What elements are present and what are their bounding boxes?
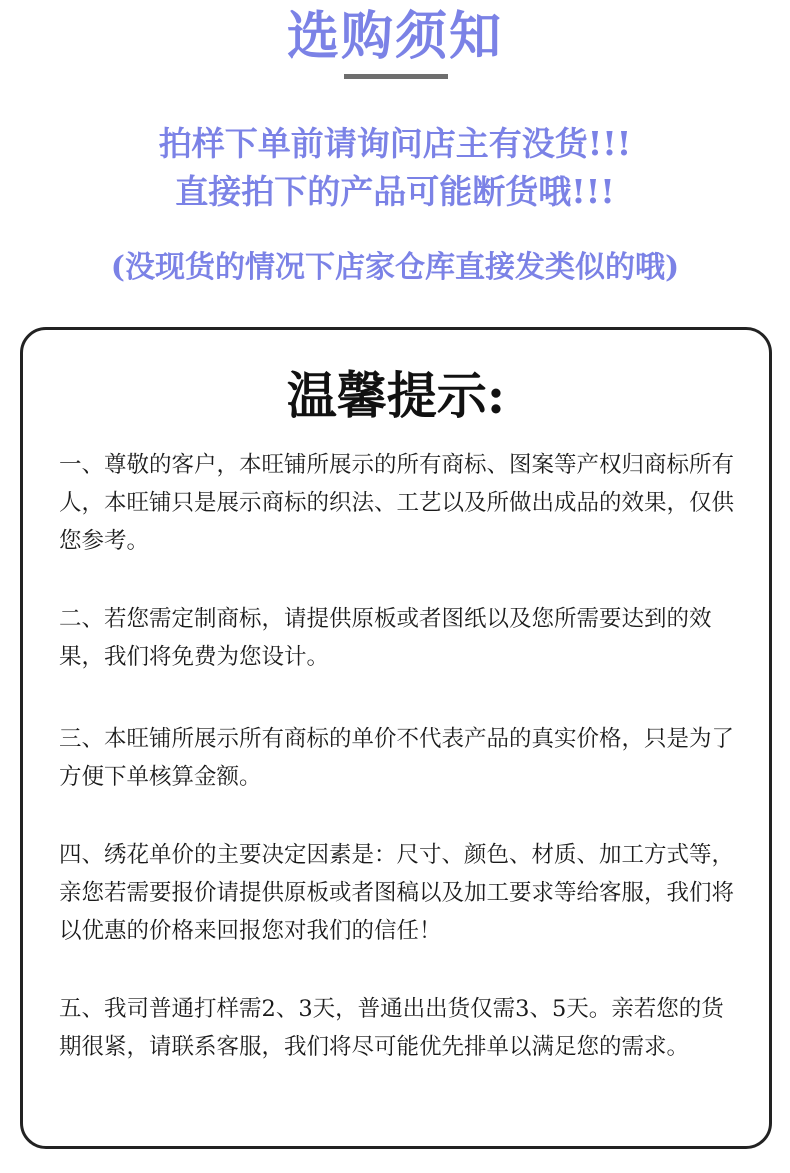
tips-box <box>20 327 772 1149</box>
page-title: 选购须知 <box>286 6 503 67</box>
tip-item-2: 二、若您需定制商标，请提供原板或者图纸以及您所需要达到的效果，我们将免费为您设计。 <box>59 606 712 670</box>
notice-ask-stock: 拍样下单前请询问店主有没货!!! <box>158 124 632 163</box>
notice-similar-item: (没现货的情况下店家仓库直接发类似的哦) <box>110 250 680 285</box>
tip-item-5: 五、我司普通打样需2、3天，普通出出货仅需3、5天。亲若您的货期很紧，请联系客服，我们将尽可能优先排单以满足您的需求。 <box>59 996 724 1060</box>
tip-item-1: 一、尊敬的客户，本旺铺所展示的所有商标、图案等产权归商标所有人，本旺铺只是展示商标的织法、工艺以及所做出成品的效果，仅供您参考。 <box>59 452 735 554</box>
tip-item-4: 四、绣花单价的主要决定因素是：尺寸、颜色、材质、加工方式等，亲您若需要报价请提供原板或者图稿以及加工要求等给客服，我们将以优惠的价格来回报您对我们的信任！ <box>59 842 735 944</box>
tip-item-3: 三、本旺铺所展示所有商标的单价不代表产品的真实价格，只是为了方便下单核算金额。 <box>59 726 735 790</box>
title-underline <box>344 74 448 79</box>
notice-may-be-out-of-stock: 直接拍下的产品可能断货哦!!! <box>175 172 615 211</box>
tips-heading: 温馨提示: <box>286 366 506 425</box>
